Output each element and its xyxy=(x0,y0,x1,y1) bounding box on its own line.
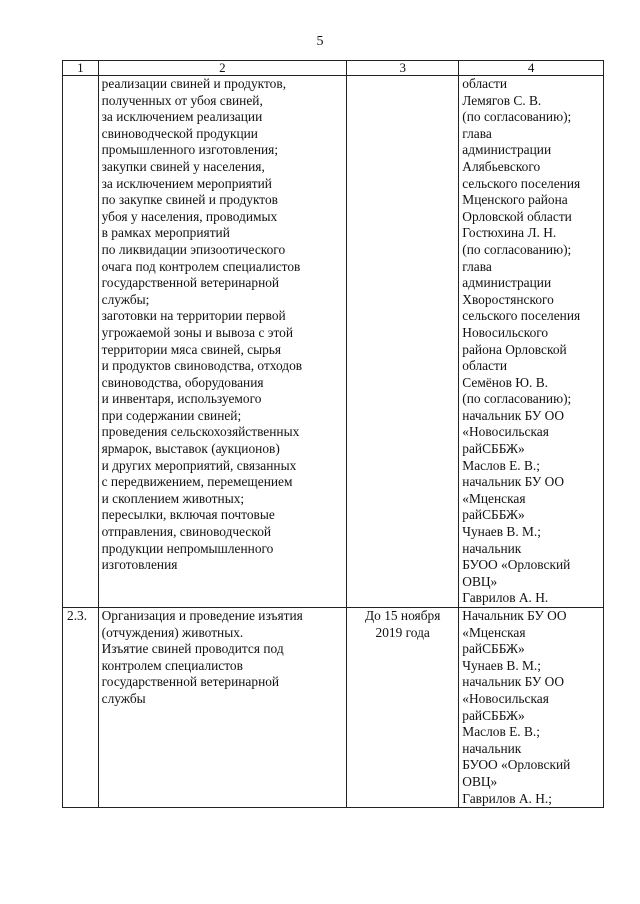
responsible-line: Чунаев В. М.; xyxy=(462,524,542,540)
responsible-line: Новосильского xyxy=(462,324,549,340)
responsible-line: «Новосильская xyxy=(462,424,549,440)
page-number: 5 xyxy=(316,34,324,49)
description-line: закупки свиней у населения, xyxy=(101,158,265,174)
responsible-line: глава xyxy=(462,258,492,274)
responsible-line: (по согласованию); xyxy=(462,109,572,125)
responsible-line: начальник xyxy=(462,540,522,556)
description-line: и скоплением животных; xyxy=(101,490,245,506)
responsible-line: Начальник БУ ОО xyxy=(462,608,567,623)
responsible-line: райСББЖ» xyxy=(462,507,525,523)
table-row xyxy=(63,76,604,608)
description-line: за исключением мероприятий xyxy=(101,175,272,191)
responsible-line: начальник БУ ОО xyxy=(462,674,565,690)
responsible-line: райСББЖ» xyxy=(462,441,525,457)
description-line: очага под контролем специалистов xyxy=(101,258,301,274)
description-line: изготовления xyxy=(101,557,178,573)
description-line: и инвентаря, используемого xyxy=(101,391,262,407)
description-line: государственной ветеринарной xyxy=(101,275,280,291)
responsible-cell xyxy=(459,608,604,808)
description-line: контролем специалистов xyxy=(101,657,243,673)
responsible-line: области xyxy=(462,76,508,91)
responsible-line: райСББЖ» xyxy=(462,707,525,723)
responsible-line: «Новосильская xyxy=(462,690,549,706)
responsible-line: Гаврилов А. Н. xyxy=(462,590,549,606)
header-cell-2: 2 xyxy=(98,61,346,76)
responsible-line: «Мценская xyxy=(462,490,526,506)
table-row xyxy=(63,608,604,808)
row-number xyxy=(63,76,99,608)
description-line: реализации свиней и продуктов, xyxy=(101,76,287,91)
description-cell xyxy=(98,76,346,608)
responsible-line: БУОО «Орловский xyxy=(462,557,571,573)
responsible-cell xyxy=(459,76,604,608)
responsible-line: сельского поселения xyxy=(462,175,581,191)
responsible-line: Орловской области xyxy=(462,208,572,224)
responsible-line: Алябьевского xyxy=(462,158,541,174)
description-line: отправления, свиноводческой xyxy=(101,524,272,540)
deadline-cell xyxy=(347,608,459,808)
responsible-line: Маслов Е. В.; xyxy=(462,457,540,473)
header-cell-4: 4 xyxy=(459,61,604,76)
responsible-line: райСББЖ» xyxy=(462,641,525,657)
description-line: Организация и проведение изъятия xyxy=(101,608,303,623)
description-line: государственной ветеринарной xyxy=(101,674,280,690)
description-line: полученных от убоя свиней, xyxy=(101,92,263,108)
responsible-line: Лемягов С. В. xyxy=(462,92,542,108)
description-line: с передвижением, перемещением xyxy=(101,474,293,490)
responsible-line: Маслов Е. В.; xyxy=(462,724,540,740)
description-line: территории мяса свиней, сырья xyxy=(101,341,282,357)
description-line: свиноводства, оборудования xyxy=(101,374,264,390)
responsible-line: администрации xyxy=(462,275,552,291)
responsible-line: начальник БУ ОО xyxy=(462,474,565,490)
responsible-line: администрации xyxy=(462,142,552,158)
description-line: службы xyxy=(101,690,146,706)
description-line: убоя у населения, проводимых xyxy=(101,208,278,224)
responsible-line: глава xyxy=(462,125,492,141)
responsible-line: БУОО «Орловский xyxy=(462,757,571,773)
header-cell-1: 1 xyxy=(63,61,99,76)
description-line: и продуктов свиноводства, отходов xyxy=(101,358,303,374)
deadline-line: До 15 ноября xyxy=(365,608,441,623)
responsible-line: «Мценская xyxy=(462,624,526,640)
responsible-line: района Орловской xyxy=(462,341,567,357)
responsible-line: начальник БУ ОО xyxy=(462,407,565,423)
responsible-line: Гостюхина Л. Н. xyxy=(462,225,557,241)
description-line: пересылки, включая почтовые xyxy=(101,507,275,523)
responsible-line: Гаврилов А. Н.; xyxy=(462,790,552,806)
description-cell xyxy=(98,608,346,808)
description-line: службы; xyxy=(101,291,150,307)
description-line: по закупке свиней и продуктов xyxy=(101,192,278,208)
description-line: угрожаемой зоны и вывоза с этой xyxy=(101,324,294,340)
description-line: в рамках мероприятий xyxy=(101,225,230,241)
responsible-line: (по согласованию); xyxy=(462,241,572,257)
header-cell-3: 3 xyxy=(347,61,459,76)
responsible-line: начальник xyxy=(462,740,522,756)
responsible-line: ОВЦ» xyxy=(462,773,498,789)
description-line: (отчуждения) животных. xyxy=(101,624,244,640)
description-line: за исключением реализации xyxy=(101,109,263,125)
responsible-line: Чунаев В. М.; xyxy=(462,657,542,673)
row-number: 2.3. xyxy=(63,608,99,808)
responsible-line: сельского поселения xyxy=(462,308,581,324)
deadline-cell xyxy=(347,76,459,608)
description-line: по ликвидации эпизоотического xyxy=(101,241,286,257)
responsible-line: ОВЦ» xyxy=(462,573,498,589)
table-header-row xyxy=(63,61,604,76)
description-line: промышленного изготовления; xyxy=(101,142,279,158)
description-line: ярмарок, выставок (аукционов) xyxy=(101,441,280,457)
responsible-line: Хворостянского xyxy=(462,291,554,307)
description-line: проведения сельскохозяйственных xyxy=(101,424,300,440)
responsible-line: области xyxy=(462,358,508,374)
measures-table xyxy=(62,60,604,808)
description-line: продукции непромышленного xyxy=(101,540,274,556)
description-line: при содержании свиней; xyxy=(101,407,242,423)
responsible-line: Семёнов Ю. В. xyxy=(462,374,549,390)
responsible-line: (по согласованию); xyxy=(462,391,572,407)
responsible-line: Мценского района xyxy=(462,192,568,208)
deadline-line: 2019 года xyxy=(375,624,430,640)
description-line: свиноводческой продукции xyxy=(101,125,258,141)
description-line: Изъятие свиней проводится под xyxy=(101,641,284,657)
description-line: заготовки на территории первой xyxy=(101,308,286,324)
description-line: и других мероприятий, связанных xyxy=(101,457,297,473)
